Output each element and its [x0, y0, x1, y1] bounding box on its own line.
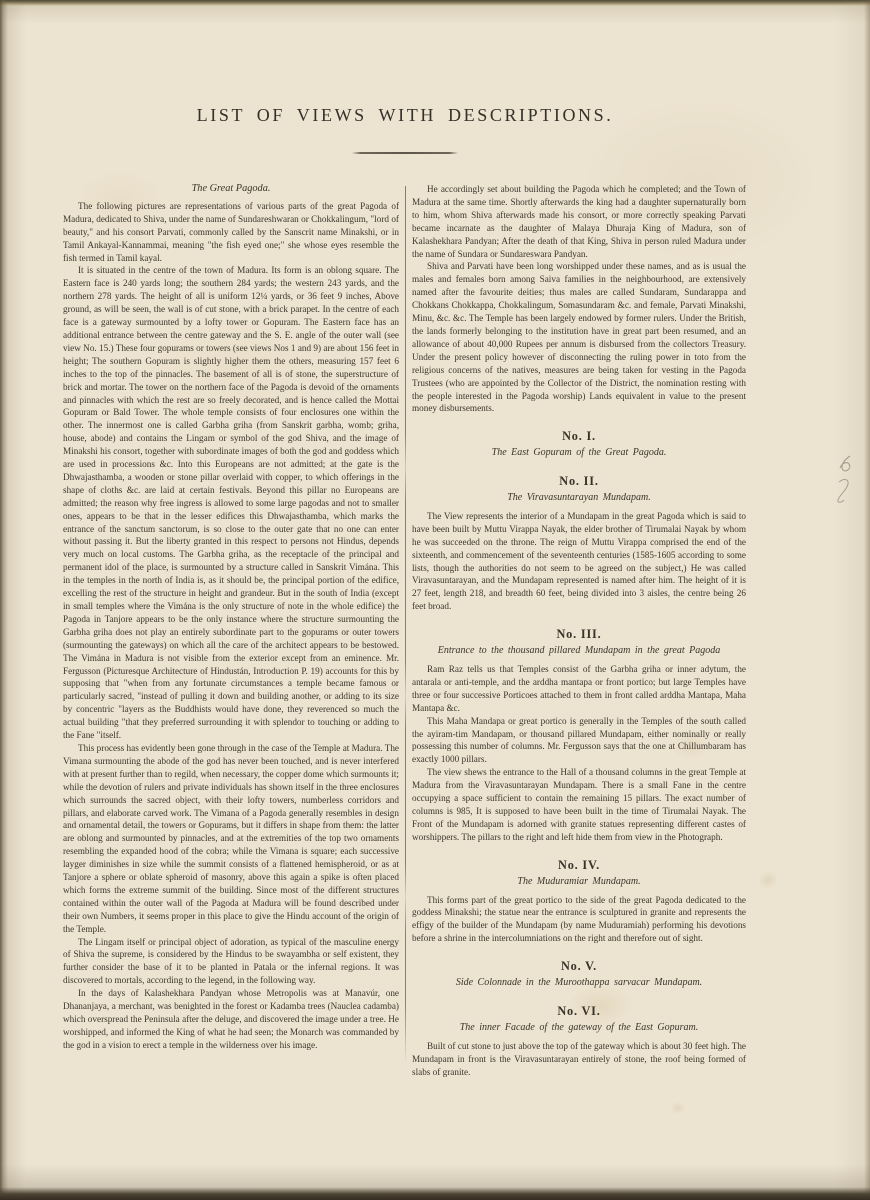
- paragraph: This Maha Mandapa or great portico is generally in the Temples of the south called the ayiram-tim Mandapam, or thousand pillared Mundapam, either nominally or really possessing this number of columns. Mr. Fergusson says that the one at Chillumbaram has exactly 1000 pillars.: [412, 715, 746, 765]
- page-left-edge: [0, 0, 8, 1200]
- paragraph: The Lingam itself or principal object of adoration, as typical of the masculine energy of Shiva the supreme, is considered by the Hindus to be swayambha or self existent, they further consider the base of it to be planted in Patala or the infernal regions. It was discovered to mortals, according to the legend, in the following way.: [63, 936, 399, 986]
- paragraph: Ram Raz tells us that Temples consist of the Garbha griha or inner adytum, the antarala or anti-temple, and the arddha mantapa or front portico; but large Temples have three or four successive Porticoes attached to them in front called arddha Mantapa, Maha Mantapa &c.: [412, 664, 746, 713]
- section-number: No. I.: [562, 429, 596, 444]
- section-number: No. II.: [559, 474, 599, 489]
- handwritten-ink-scribble: [830, 452, 858, 506]
- section-title: The Viravasuntarayan Mundapam.: [507, 492, 651, 504]
- page-bottom-edge: [0, 1187, 870, 1200]
- section-number: No. VI.: [557, 1003, 601, 1018]
- page-right-edge: [864, 0, 870, 1200]
- paragraph: This forms part of the great portico to the side of the great Pagoda dedicated to the goddess Minakshi; the statue near the entrance is sculptured in granite and represents the effigy of the builder of the Mundapam (by name Muduramiah) performing his devotions before a shrine in the intercolumniations on the right and therefore out of sight.: [412, 894, 746, 944]
- section-number: No. V.: [560, 959, 598, 974]
- view-section-1: [412, 430, 746, 460]
- paragraph: He accordingly set about building the Pagoda which he completed; and the Town of Madura at the same time. Shortly afterwards the king had a daughter supernaturally born to him, whom Shiva afterwards made his consort, or more correctly speaking Parvati became incarnate as the daughter of Malaya Dhuraja King of Madura, son of Kalashekhara Pandyan; After the death of that King, Shiva in person ruled Madura under the name of Sundara or Sundareswara Pandyan.: [412, 184, 746, 259]
- paragraph: It is situated in the centre of the town of Madura. Its form is an oblong square. The Eastern face is 240 yards long; the southern 284 yards; the western 243 yards, and the northern 278 yards. The height of all is uniform 12¼ yards, or 36 feet 9 inches, Above ground, as will be seen, the wall is of cut stone, with a brick parapet. In the centre of each face is a gateway surmounted by a lofty tower or Gopuram. The Eastern face has an additional entrance between the centre gateway and the S. E. angle of the outer wall (see view No. 15.) These four gopurams or towers (see views Nos 1 and 9) are about 156 feet in height; The southern Gopuram is slightly higher them the others, measuring 157 feet 6 inches to the top of the pinnacles. The basement of all is of stone, the superstructure of brick and mortar. The tower on the northern face of the Pagoda is devoid of the ornaments and pinnacles with which the rest are so freely decorated, and is hence called the Mottai Gopuram or Bald Tower. The whole temple consists of four enclosures one within the other. The innermost one is called Garbha griha (from Sanskrit garbha, womb; griha, house, abode) and contains the Lingam or symbol of the god Shiva, and the image of Minakshi his consort, together with subordinate images of both the god and goddess which are used in processions &c. Into this Europeans are not admitted; at the gate is the Dhwajasthamba, a wooden or stone pillar overlaid with copper, to which offerings in the shape of cloths &c. are laid at certain festivals. Beyond this pillar no Europeans are admitted; the reason why free ingress is allowed to some large pagodas and not to smaller ones, appears to be that in the lesser edifices this Dhwajasthamba, which marks the entrance of the sanctum sanctorum, is so close to the outer gate that no one can enter without passing it. But the liberty granted in this respect to persons not Hindus, depends very much on local customs. The Garbha griha, as the receptacle of the principal and permanent idol of the place, is surmounted by a structure called in Sanskrit Vimána. This in the temples in the north of India is, as it should be, the principal portion of the edifice, excelling the rest of the structure in height and grandeur. But in the south of India (except in small temples where the Vimána is the only structure of note in the whole edifice) the Pagoda in Tanjore appears to be the only instance where the structure surmounting the Garbha griha does not play an entirely subordinate part to the gopurams or outer towers (surmounting the gateways) on which all the care of the architect appears to be bestowed. The Vimána in Madura is not visible from the exterior except from an eminence. Mr. Fergusson (Picturesque Architecture of Hindustán, Introduction P. 19) accounts for this by supposing that "when from any fortunate circumstances a temple became famous or particularly sacred, "instead of pulling it down and building another, or adding to its size by concentric "layers as the Buddhists would have done, they reverenced so much the actual building "that they preferred surrounding it with splendor to touching or adding to the Fane "itself.: [63, 265, 399, 741]
- view-section-5: [412, 960, 746, 990]
- column-divider-rule: [405, 186, 406, 1064]
- view-section-4: [412, 859, 746, 945]
- paragraph: In the days of Kalashekhara Pandyan whose Metropolis was at Manavúr, one Dhananjaya, a merchant, was benighted in the forest or Kadamba trees (Nauclea cadamba) which overspread the Peninsula after the deluge, and discovered the image under a tree. He worshipped, and informed the King of what he had seen; the Monarch was commanded by the god in a vision to erect a temple in the wilderness over his image.: [63, 988, 399, 1050]
- title-divider-rule: [352, 152, 458, 154]
- right-column: [412, 183, 746, 1078]
- left-column-heading: The Great Pagoda.: [191, 183, 271, 194]
- section-title: The Muduramiar Mundapam.: [517, 875, 641, 887]
- paragraph: The View represents the interior of a Mundapam in the great Pagoda which is said to have been built by Muttu Virappa Nayak, the elder brother of Tirumalai Nayak by whom he was succeeded on the throne. The reign of Muttu Virappa comprised the end of the sixteenth, and commencement of the seventeenth centuries (1585-1605 according to some lists, though the authorities do not seem to be agreed on the subject,) He was called Viravasuntarayan, and the Mundapam represented is named after him. The height of it is 27 feet, length 218, and breadth 60 feet, being divided into 3 aisles, the centre being 26 feet broad.: [412, 510, 746, 612]
- paragraph: The following pictures are representations of various parts of the great Pagoda of Madura, dedicated to Shiva, under the name of Sundareshwaran or Chokkalingum, "lord of beauty," and his consort Parvati, commonly called by the Sanscrit name Minakshi, or in Tamil Ankayal-Kannammai, meaning "the fish eyed one;" she whose eyes resemble the fish termed in Tamil kayal.: [63, 200, 399, 263]
- view-section-2: [412, 475, 746, 613]
- view-section-3: [412, 628, 746, 844]
- section-number: No. III.: [556, 627, 602, 642]
- paragraph: The view shews the entrance to the Hall of a thousand columns in the great Temple at Madura from the Viravasuntarayan Mundapam. There is a small Fane in the centre occupying a space sufficient to contain the remaining 15 pillars. The exact number of columns is 985, It is supposed to have been built in the time of Tirumalai Nayak. The Front of the Mundapam is adorned with granite statues representing different castes of worshippers. The pillars to the right and left hide them from view in the Photograph.: [412, 767, 746, 842]
- section-number: No. IV.: [558, 857, 600, 872]
- page-title: LIST OF VIEWS WITH DESCRIPTIONS.: [196, 105, 614, 125]
- section-title: The inner Facade of the gateway of the East Gopuram.: [459, 1021, 699, 1033]
- paragraph: This process has evidently been gone through in the case of the Temple at Madura. The Vimana surmounting the abode of the god has never been touched, and is never interfered with at present further than to regild, when necessary, the copper dome which surmounts it; while the devotion of rulers and private individuals has shown itself in the three enclosures which surrounds the sacred object, with their lofty towers, numberless corridors and pillars, and elaborate carved work. The Vimana of a Pagoda generally resembles in design and ornamental detail, the towers or Gopurams, but it differs in shape from them: the latter are oblong and surmounted by pinnacles, and at the extremities of the top two ornaments resembling the expanded hood of the cobra; while the Vimana is square; each successive layger diminishes in size while the summit consists of a flattened hemispheroid, or as at Tanjore a sphere or oblate spheroid of masonry, above this again a spike is often placed which forms the extreme summit of the building. Since most of the different structures contained within the outer wall of the Pagoda at Madura will be found described under their own Numbers, it seems proper in this place to give the Hindu account of the origin of the Temple.: [63, 742, 399, 934]
- view-section-6: [412, 1005, 746, 1079]
- left-column: [63, 183, 399, 1052]
- paragraph: Shiva and Parvati have been long worshipped under these names, and as is usual the males and females born among Saiva families in the neighbourhood, are extensively named after the favourite deities; thus males are called Sundaram, Sundarappa and Chokkans Chokkappa, Chokkalingum, Somasundaram &c. and female, Parvati Minakshi, Minu, &c. &c. The Temple has been largely endowed by former rulers. Under the British, the lands formerly belonging to the institution have in great part been resumed, and an allowance of about 40,000 Rupees per annum is disbursed from the collectors Treasury. Under the present policy however of disconnecting the ruling power in toto from the religious concerns of the natives, measures are being taken for vesting in the Pagoda Trustees (who are appointed by the Collector of the District, the nomination resting with the people interested in the Pagoda worship) Lands equivalent in value to the present money disbursements.: [412, 261, 746, 414]
- section-title: Side Colonnade in the Muroothappa sarvacar Mundapam.: [455, 977, 703, 989]
- section-title: The East Gopuram of the Great Pagoda.: [491, 447, 667, 459]
- paragraph: Built of cut stone to just above the top of the gateway which is about 30 feet high. The Mundapam in front is the Viravasuntarayan entirely of stone, the roof being formed of slabs of granite.: [412, 1040, 746, 1077]
- page-top-edge: [0, 0, 870, 6]
- section-title: Entrance to the thousand pillared Mundapam in the great Pagoda: [437, 645, 721, 657]
